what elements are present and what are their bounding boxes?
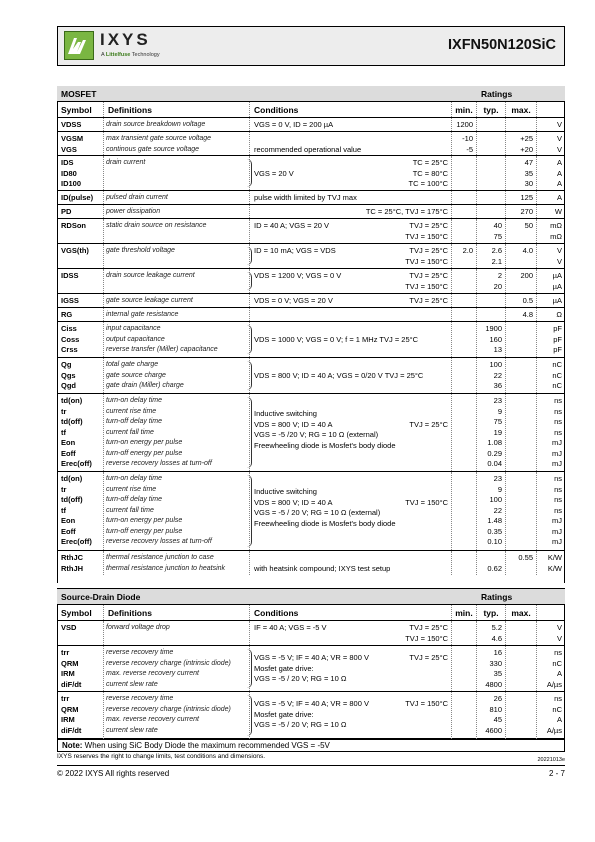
col-typ: typ. bbox=[477, 605, 506, 620]
cell-line: 9 bbox=[497, 484, 502, 494]
typ-value: 100 bbox=[489, 360, 502, 369]
typ-value: 160 bbox=[489, 334, 502, 344]
cell-line: 35 bbox=[493, 669, 502, 678]
table-row bbox=[57, 308, 565, 322]
symbol: Coss bbox=[61, 334, 80, 344]
cell-line: reverse recovery time bbox=[106, 649, 174, 656]
column-header-row bbox=[57, 102, 565, 118]
condition: VGS = -5 V; IF = 40 A; VR = 800 V bbox=[254, 699, 369, 708]
cell-line: ns bbox=[554, 417, 562, 426]
cell-line: 0.35 bbox=[487, 526, 502, 536]
cell-line: 810 bbox=[489, 704, 502, 714]
note bbox=[57, 739, 565, 752]
unit: pF bbox=[553, 334, 562, 344]
column-header-row bbox=[57, 605, 565, 621]
symbol: ID80 bbox=[61, 168, 77, 178]
definition: output capacitance bbox=[106, 335, 165, 343]
diode-table bbox=[57, 588, 565, 739]
cell-line: mJ bbox=[552, 516, 562, 525]
definition: drain current bbox=[106, 159, 146, 166]
cell-line: ns bbox=[554, 495, 562, 504]
cell-line: nC bbox=[552, 658, 562, 668]
temperature: TVJ = 25°C bbox=[409, 271, 448, 280]
temperature: TC = 80°C bbox=[412, 168, 448, 178]
symbol: ID(pulse) bbox=[61, 193, 94, 202]
symbol: VDSS bbox=[61, 120, 82, 129]
cell-line: tr bbox=[61, 484, 67, 494]
mosfet-table bbox=[57, 86, 565, 575]
cell-line: diF/dt bbox=[61, 679, 82, 689]
condition: Freewheeling diode is Mosfet's body diode bbox=[254, 440, 396, 450]
symbol: IDS bbox=[61, 158, 74, 167]
temperature: TVJ = 25°C bbox=[409, 419, 448, 429]
col-conditions: Conditions bbox=[254, 105, 299, 115]
cell-line: Erec(off) bbox=[61, 537, 92, 546]
cell-line: ns bbox=[554, 474, 562, 483]
cell-line: turn-on delay time bbox=[106, 475, 163, 482]
definition: static drain source on resistance bbox=[106, 222, 207, 229]
max-value: 0.55 bbox=[518, 553, 533, 562]
brand-name: IXYS bbox=[100, 30, 151, 49]
unit: A bbox=[556, 158, 562, 167]
unit: V bbox=[556, 623, 562, 632]
condition: VGS = -5 /20 V; RG = 10 Ω (external) bbox=[254, 430, 379, 439]
table-row bbox=[57, 191, 565, 205]
mosfet-section-header bbox=[57, 86, 565, 102]
unit: K/W bbox=[547, 563, 562, 573]
diode-section-header bbox=[57, 589, 565, 605]
cell-line: Eon bbox=[61, 516, 76, 525]
cell-line: tf bbox=[61, 505, 66, 515]
condition: Mosfet gate drive: bbox=[254, 663, 314, 673]
temperature: TC = 25°C bbox=[412, 158, 448, 167]
cell-line: A/µs bbox=[546, 725, 562, 735]
definition: thermal resistance junction to heatsink bbox=[106, 564, 226, 572]
cell-line: 0.10 bbox=[487, 537, 502, 546]
condition: VDS = 1000 V; VGS = 0 V; f = 1 MHz TVJ = 25°C bbox=[254, 334, 419, 344]
cell-line: ns bbox=[554, 484, 562, 494]
temperature: TVJ = 25°C bbox=[409, 246, 448, 255]
temperature: TVJ = 150°C bbox=[405, 231, 448, 241]
definition: gate drain (Miller) charge bbox=[106, 382, 184, 389]
definition: reverse transfer (Miller) capacitance bbox=[106, 346, 218, 353]
temperature: TVJ = 150°C bbox=[405, 281, 448, 291]
definition: input capacitance bbox=[106, 325, 161, 332]
typ-value: 1900 bbox=[485, 324, 502, 333]
version-code: 20221013e bbox=[537, 757, 565, 763]
cell-line: td(off) bbox=[61, 495, 83, 504]
cell-line: 19 bbox=[493, 427, 502, 437]
cell-line: Eoff bbox=[61, 448, 76, 458]
temperature: TVJ = 150°C bbox=[405, 633, 448, 643]
temperature: TVJ = 150°C bbox=[405, 497, 448, 507]
cell-line: reverse recovery charge (intrinsic diode) bbox=[106, 705, 231, 713]
definition: forward voltage drop bbox=[106, 624, 170, 631]
cell-line: 0.04 bbox=[487, 459, 502, 468]
condition: TC = 25°C, TVJ = 175°C bbox=[365, 207, 448, 216]
cell-line: 16 bbox=[493, 648, 502, 657]
part-number: IXFN50N120SiC bbox=[448, 37, 556, 53]
col-min: min. bbox=[451, 605, 477, 620]
cell-line: QRM bbox=[61, 704, 79, 714]
table-row bbox=[57, 472, 565, 551]
symbol: VGSM bbox=[61, 134, 84, 143]
unit: V bbox=[556, 633, 562, 643]
definition: thermal resistance junction to case bbox=[106, 554, 214, 561]
unit: Ω bbox=[556, 310, 562, 319]
cell-line: mJ bbox=[552, 459, 562, 468]
condition: VDS = 800 V; ID = 40 A bbox=[254, 497, 333, 507]
cell-line: turn-on energy per pulse bbox=[106, 517, 183, 524]
cell-line: Eon bbox=[61, 438, 76, 447]
definition: drain source breakdown voltage bbox=[106, 121, 206, 128]
page-number: 2 - 7 bbox=[548, 769, 565, 778]
col-typ: typ. bbox=[477, 102, 506, 117]
unit: V bbox=[556, 120, 562, 129]
col-conditions: Conditions bbox=[254, 608, 299, 618]
unit: µA bbox=[552, 271, 562, 280]
temperature: TVJ = 25°C bbox=[409, 653, 448, 662]
typ-value: 13 bbox=[493, 345, 502, 354]
unit: nC bbox=[552, 381, 562, 390]
condition: VDS = 800 V; ID = 40 A; VGS = 0/20 V TVJ = 25°C bbox=[254, 370, 424, 380]
cell-line: current fall time bbox=[106, 506, 154, 514]
max-value: 30 bbox=[524, 179, 533, 188]
unit: pF bbox=[553, 324, 562, 333]
condition: VDS = 1200 V; VGS = 0 V bbox=[254, 271, 342, 280]
cell-line: reverse recovery losses at turn-off bbox=[106, 460, 212, 467]
min-value: 2.0 bbox=[462, 246, 473, 255]
max-value: 35 bbox=[524, 168, 533, 178]
unit: K/W bbox=[547, 553, 562, 562]
cell-line: ns bbox=[554, 648, 562, 657]
temperature: TVJ = 150°C bbox=[405, 256, 448, 266]
table-row bbox=[57, 244, 565, 269]
symbol: RDSon bbox=[61, 221, 86, 230]
cell-line: IRM bbox=[61, 715, 75, 724]
cell-line: trr bbox=[61, 648, 70, 657]
unit: A bbox=[556, 179, 562, 188]
table-row bbox=[57, 621, 565, 646]
col-definitions: Definitions bbox=[104, 605, 250, 620]
definition: internal gate resistance bbox=[106, 311, 179, 318]
document-header bbox=[57, 26, 565, 66]
symbol: IGSS bbox=[61, 296, 79, 305]
cell-line: 4800 bbox=[485, 679, 502, 689]
min-value: -5 bbox=[466, 144, 473, 154]
typ-value: 20 bbox=[493, 281, 502, 291]
cell-line: A/µs bbox=[546, 679, 562, 689]
ixys-logo-icon bbox=[64, 31, 94, 60]
table-row bbox=[57, 132, 565, 156]
typ-value: 5.2 bbox=[491, 623, 502, 632]
cell-line: turn-off energy per pulse bbox=[106, 527, 183, 535]
typ-value: 2.1 bbox=[491, 256, 502, 266]
cell-line: mJ bbox=[552, 438, 562, 447]
condition: with heatsink compound; IXYS test setup bbox=[254, 563, 391, 573]
brand-tagline: A Littelfuse Technology bbox=[101, 52, 160, 58]
note-label: Note: bbox=[62, 741, 83, 750]
condition: Inductive switching bbox=[254, 409, 317, 418]
symbol: VGS bbox=[61, 144, 77, 154]
cell-line: ns bbox=[554, 505, 562, 515]
condition: ID = 10 mA; VGS = VDS bbox=[254, 246, 336, 255]
max-value: 47 bbox=[524, 158, 533, 167]
cell-line: 0.29 bbox=[487, 448, 502, 458]
cell-line: current slew rate bbox=[106, 726, 158, 734]
condition: VGS = -5 / 20 V; RG = 10 Ω (external) bbox=[254, 508, 381, 517]
ratings-label: Ratings bbox=[481, 592, 513, 602]
unit: nC bbox=[552, 370, 562, 380]
condition: Freewheeling diode is Mosfet's body diode bbox=[254, 518, 396, 528]
symbol: VSD bbox=[61, 623, 77, 632]
typ-value: 75 bbox=[493, 231, 502, 241]
symbol: VGS(th) bbox=[61, 246, 89, 255]
condition: VGS = -5 / 20 V; RG = 10 Ω bbox=[254, 674, 347, 683]
cell-line: A bbox=[556, 669, 562, 678]
unit: nC bbox=[552, 360, 562, 369]
cell-line: 330 bbox=[489, 658, 502, 668]
max-value: +20 bbox=[520, 144, 533, 154]
typ-value: 40 bbox=[493, 221, 502, 230]
temperature: TVJ = 25°C bbox=[409, 221, 448, 230]
unit: A bbox=[556, 168, 562, 178]
definition: pulsed drain current bbox=[106, 194, 168, 201]
typ-value: 36 bbox=[493, 381, 502, 390]
cell-line: IRM bbox=[61, 669, 75, 678]
unit: mΩ bbox=[550, 221, 562, 230]
cell-line: mJ bbox=[552, 526, 562, 536]
cell-line: reverse recovery charge (intrinsic diode) bbox=[106, 659, 231, 667]
unit: pF bbox=[553, 345, 562, 354]
cell-line: 1.48 bbox=[487, 516, 502, 525]
max-value: 125 bbox=[520, 193, 533, 202]
cell-line: 100 bbox=[489, 495, 502, 504]
definition: gate threshold voltage bbox=[106, 247, 175, 254]
cell-line: ns bbox=[554, 396, 562, 405]
cell-line: QRM bbox=[61, 658, 79, 668]
definition: max transient gate source voltage bbox=[106, 135, 212, 142]
table-row bbox=[57, 646, 565, 692]
condition: ID = 40 A; VGS = 20 V bbox=[254, 221, 330, 230]
condition: VGS = 0 V, ID = 200 µA bbox=[254, 120, 334, 129]
temperature: TC = 100°C bbox=[408, 179, 448, 188]
max-value: 4.8 bbox=[522, 310, 533, 319]
symbol: Crss bbox=[61, 345, 78, 354]
typ-value: 2 bbox=[497, 271, 502, 280]
condition: IF = 40 A; VGS = -5 V bbox=[254, 623, 327, 632]
condition: Mosfet gate drive: bbox=[254, 709, 314, 719]
symbol: Qgd bbox=[61, 381, 76, 390]
cell-line: ns bbox=[554, 406, 562, 416]
condition: VGS = -5 / 20 V; RG = 10 Ω bbox=[254, 720, 347, 729]
cell-line: current rise time bbox=[106, 485, 157, 493]
min-value: -10 bbox=[462, 134, 473, 143]
unit: W bbox=[554, 207, 562, 216]
col-max: max. bbox=[506, 605, 537, 620]
definition: total gate charge bbox=[106, 361, 159, 368]
note-text: When using SiC Body Diode the maximum recommended VGS = -5V bbox=[82, 741, 330, 750]
cell-line: mJ bbox=[552, 448, 562, 458]
table-row bbox=[57, 118, 565, 132]
copyright: © 2022 IXYS All rights reserved bbox=[57, 769, 170, 778]
temperature: TVJ = 150°C bbox=[405, 699, 448, 708]
cell-line: diF/dt bbox=[61, 725, 82, 735]
max-value: 50 bbox=[524, 221, 533, 230]
disclaimer: IXYS reserves the right to change limits, test conditions and dimensions. bbox=[57, 753, 266, 760]
cell-line: 9 bbox=[497, 406, 502, 416]
cell-line: nC bbox=[552, 704, 562, 714]
condition: Inductive switching bbox=[254, 487, 317, 496]
unit: V bbox=[556, 256, 562, 266]
table-row bbox=[57, 551, 565, 575]
symbol: Qg bbox=[61, 360, 72, 369]
definition: continous gate source voltage bbox=[106, 145, 200, 153]
typ-value: 0.62 bbox=[487, 563, 502, 573]
cell-line: 45 bbox=[493, 715, 502, 724]
cell-line: turn-on energy per pulse bbox=[106, 439, 183, 446]
table-row bbox=[57, 219, 565, 244]
cell-line: 22 bbox=[493, 505, 502, 515]
unit: µA bbox=[552, 281, 562, 291]
mosfet-title: MOSFET bbox=[61, 89, 97, 99]
definition: drain source leakage current bbox=[106, 272, 195, 279]
cell-line: 23 bbox=[493, 474, 502, 483]
col-min: min. bbox=[451, 102, 477, 117]
cell-line: reverse recovery time bbox=[106, 695, 174, 702]
table-row bbox=[57, 294, 565, 308]
condition: VDS = 800 V; ID = 40 A bbox=[254, 419, 333, 429]
cell-line: ns bbox=[554, 427, 562, 437]
typ-value: 2.6 bbox=[491, 246, 502, 255]
cell-line: 23 bbox=[493, 396, 502, 405]
symbol: RthJH bbox=[61, 563, 84, 573]
cell-line: 26 bbox=[493, 694, 502, 703]
typ-value: 22 bbox=[493, 370, 502, 380]
cell-line: max. reverse recovery current bbox=[106, 670, 199, 677]
symbol: PD bbox=[61, 207, 72, 216]
diode-title: Source-Drain Diode bbox=[61, 592, 141, 602]
cell-line: tf bbox=[61, 427, 66, 437]
symbol: Qgs bbox=[61, 370, 76, 380]
condition: VDS = 0 V; VGS = 20 V bbox=[254, 296, 333, 305]
condition: recommended operational value bbox=[254, 144, 362, 154]
table-row bbox=[57, 358, 565, 394]
col-symbol: Symbol bbox=[57, 102, 104, 117]
cell-line: mJ bbox=[552, 537, 562, 546]
condition: VGS = 20 V bbox=[254, 168, 294, 178]
table-row bbox=[57, 322, 565, 358]
condition: pulse width limited by TVJ max bbox=[254, 193, 357, 202]
definition: gate source leakage current bbox=[106, 297, 193, 304]
cell-line: turn-off delay time bbox=[106, 496, 163, 503]
cell-line: current rise time bbox=[106, 407, 157, 415]
definition: power dissipation bbox=[106, 208, 161, 215]
table-row bbox=[57, 156, 565, 191]
unit: mΩ bbox=[550, 231, 562, 241]
cell-line: current slew rate bbox=[106, 680, 158, 688]
min-value: 1200 bbox=[456, 120, 473, 129]
ratings-label: Ratings bbox=[481, 89, 513, 99]
cell-line: ns bbox=[554, 694, 562, 703]
cell-line: 75 bbox=[493, 417, 502, 426]
unit: µA bbox=[552, 296, 562, 305]
cell-line: reverse recovery losses at turn-off bbox=[106, 538, 212, 545]
table-row bbox=[57, 692, 565, 739]
col-max: max. bbox=[506, 102, 537, 117]
table-row bbox=[57, 394, 565, 472]
unit: V bbox=[556, 246, 562, 255]
symbol: ID100 bbox=[61, 179, 82, 188]
symbol: RthJC bbox=[61, 553, 84, 562]
max-value: 200 bbox=[520, 271, 533, 280]
cell-line: turn-on delay time bbox=[106, 397, 163, 404]
cell-line: trr bbox=[61, 694, 70, 703]
unit: A bbox=[556, 193, 562, 202]
cell-line: td(on) bbox=[61, 396, 83, 405]
symbol: IDSS bbox=[61, 271, 79, 280]
temperature: TVJ = 25°C bbox=[409, 623, 448, 632]
cell-line: 1.08 bbox=[487, 438, 502, 447]
cell-line: Eoff bbox=[61, 526, 76, 536]
cell-line: td(off) bbox=[61, 417, 83, 426]
condition: VGS = -5 V; IF = 40 A; VR = 800 V bbox=[254, 653, 369, 662]
temperature: TVJ = 25°C bbox=[409, 296, 448, 305]
symbol: Ciss bbox=[61, 324, 77, 333]
max-value: 4.0 bbox=[522, 246, 533, 255]
cell-line: max. reverse recovery current bbox=[106, 716, 199, 723]
unit: V bbox=[556, 144, 562, 154]
typ-value: 4.6 bbox=[491, 633, 502, 643]
max-value: 0.5 bbox=[522, 296, 533, 305]
cell-line: turn-off delay time bbox=[106, 418, 163, 425]
cell-line: 4600 bbox=[485, 725, 502, 735]
symbol: RG bbox=[61, 310, 73, 319]
max-value: +25 bbox=[520, 134, 533, 143]
definition: gate source charge bbox=[106, 371, 166, 379]
cell-line: turn-off energy per pulse bbox=[106, 449, 183, 457]
cell-line: current fall time bbox=[106, 428, 154, 436]
footer-divider bbox=[57, 765, 565, 766]
cell-line: td(on) bbox=[61, 474, 83, 483]
table-row bbox=[57, 205, 565, 219]
unit: V bbox=[556, 134, 562, 143]
col-symbol: Symbol bbox=[57, 605, 104, 620]
table-row bbox=[57, 269, 565, 294]
cell-line: Erec(off) bbox=[61, 459, 92, 468]
max-value: 270 bbox=[520, 207, 533, 216]
col-definitions: Definitions bbox=[104, 102, 250, 117]
cell-line: tr bbox=[61, 406, 67, 416]
cell-line: A bbox=[556, 715, 562, 724]
